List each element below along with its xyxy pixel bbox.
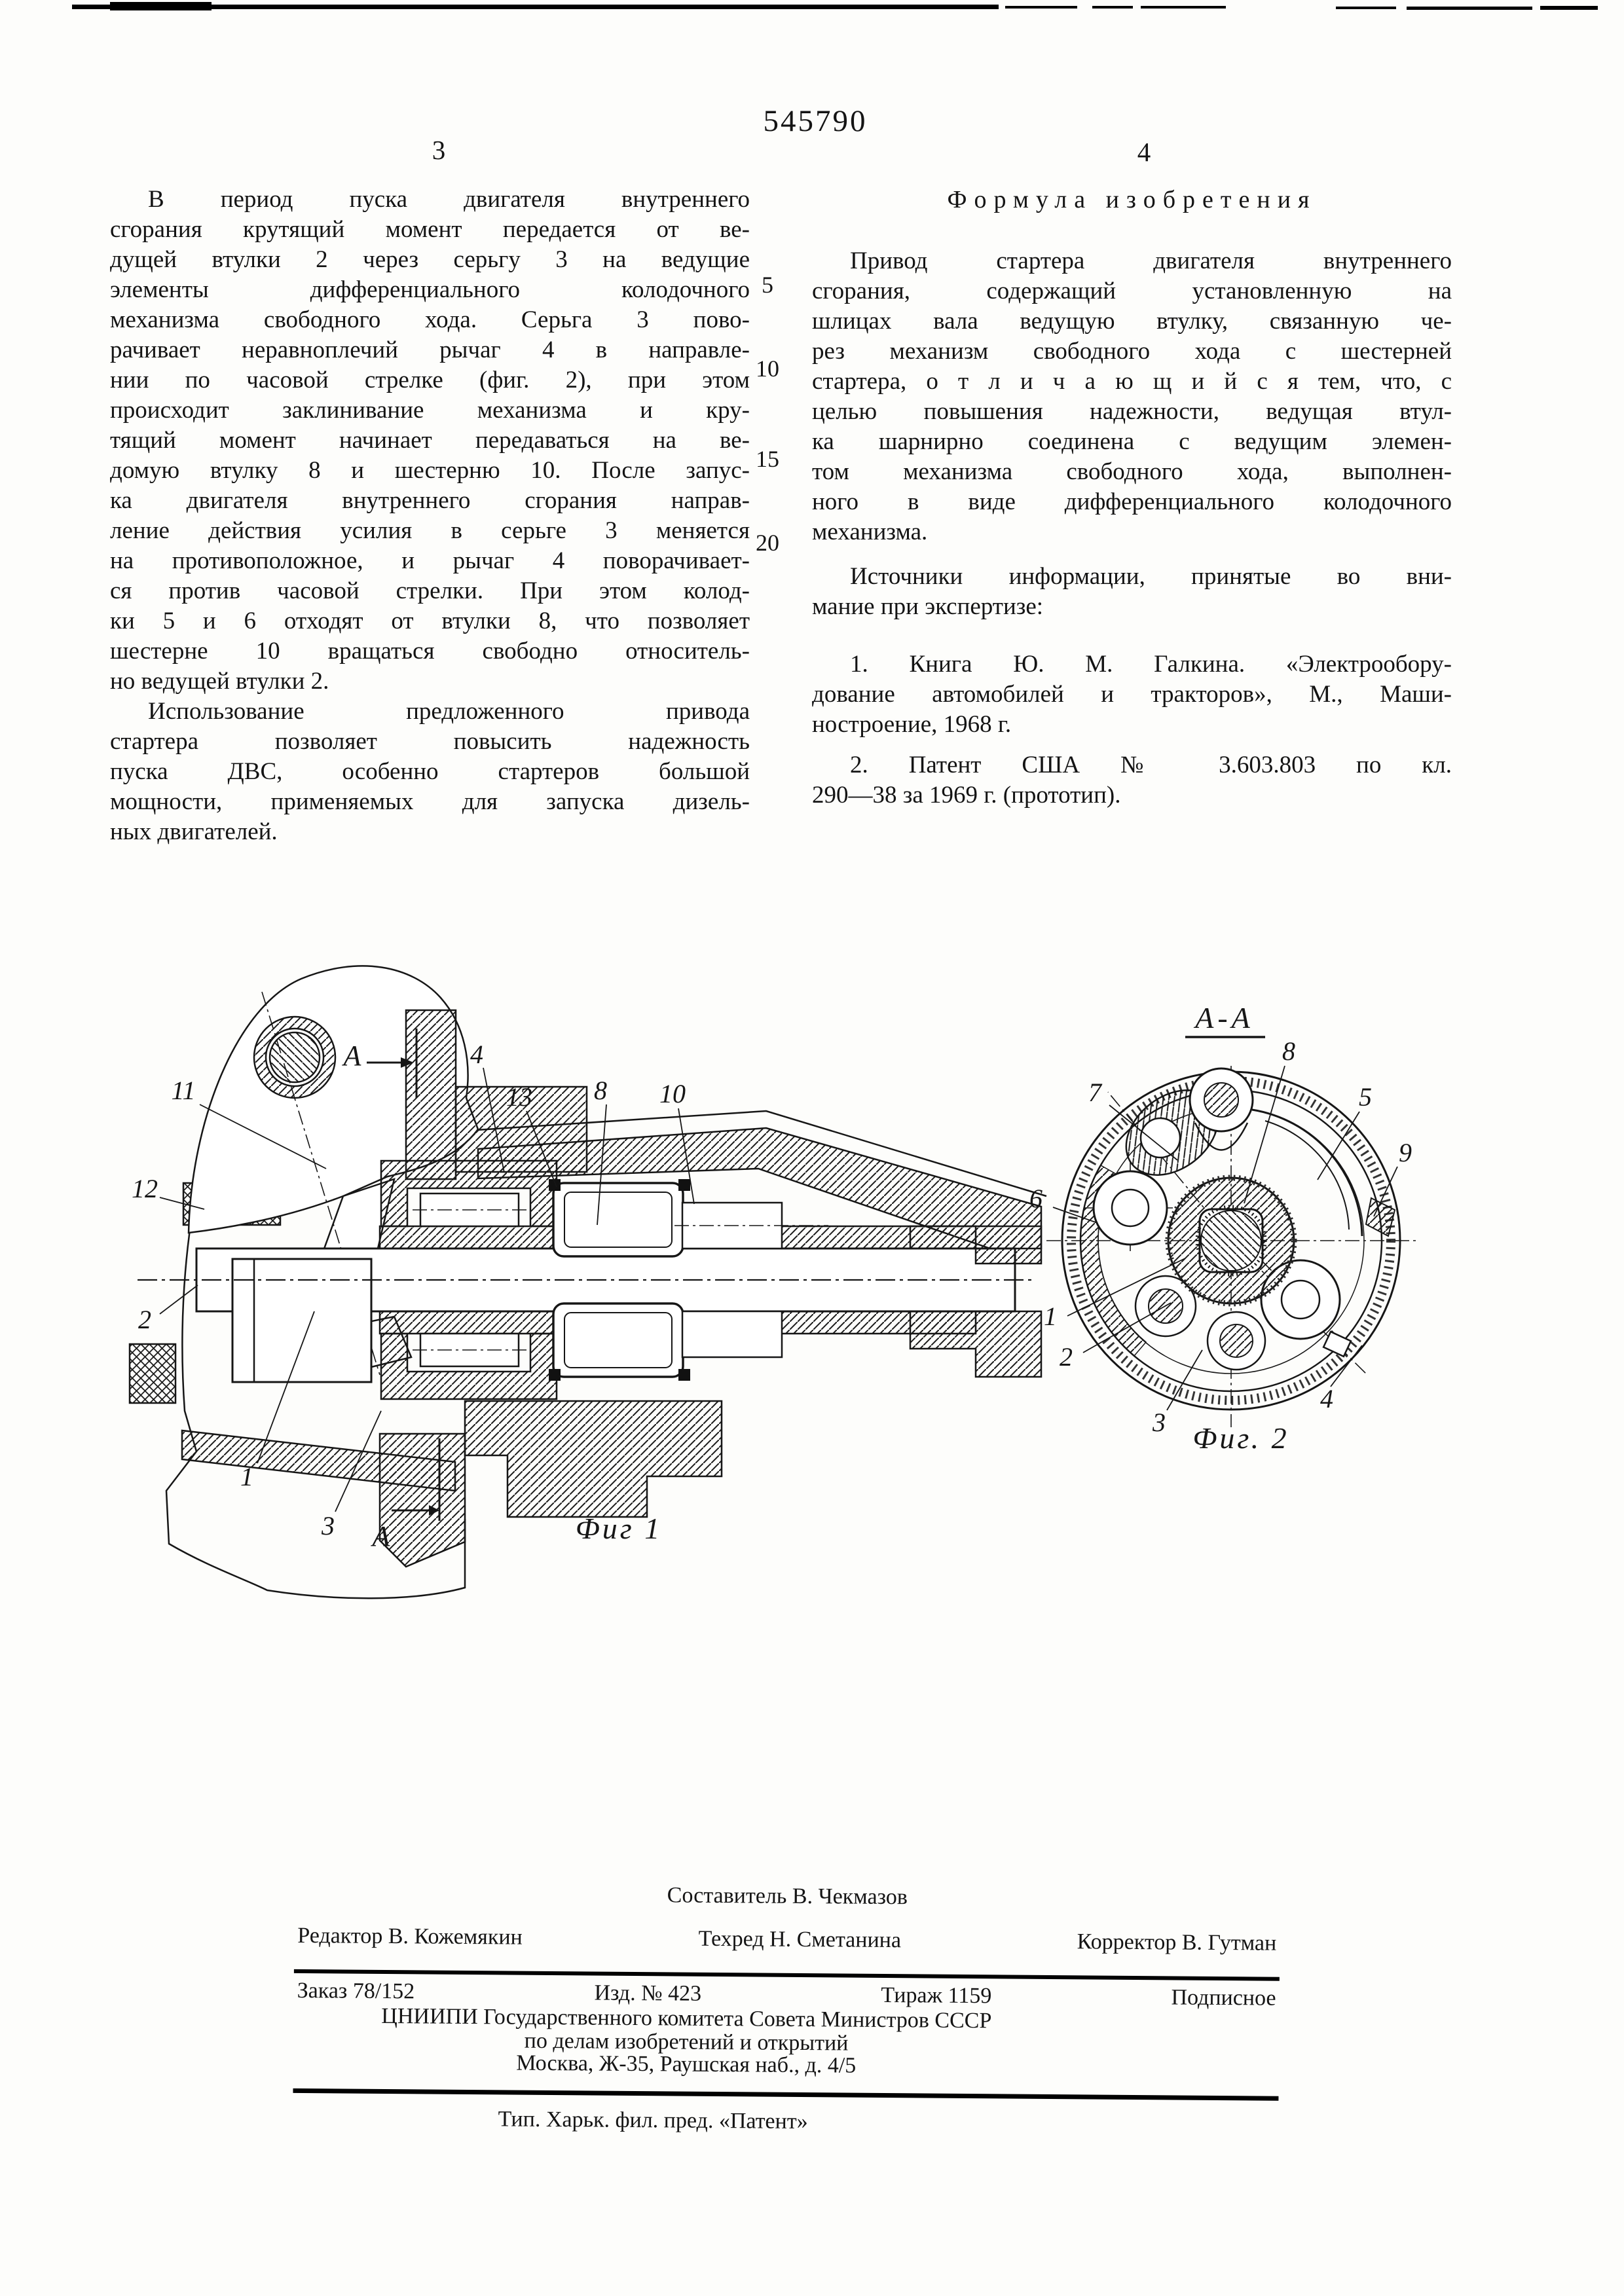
line-number-20: 20 (756, 530, 779, 556)
seal-lr (678, 1369, 690, 1381)
order-number: Заказ 78/152 (297, 1978, 415, 2004)
callout-6: 6 (1029, 1184, 1043, 1213)
claims-paragraph (812, 246, 1452, 547)
text-line: происходит заклинивание механизма и кру- (110, 397, 750, 424)
scan-edge-dash1 (1005, 6, 1077, 9)
section-boss (406, 1010, 456, 1179)
section-title: А-А (1195, 1001, 1254, 1034)
techred: Техред Н. Сметанина (698, 1926, 902, 1953)
callout-3: 3 (1153, 1408, 1166, 1437)
text-line: ся против часовой стрелки. При этом колод- (110, 577, 750, 604)
bearing-sleeve-lower (682, 1311, 782, 1357)
text-line: В период пуска двигателя внутреннего (148, 186, 750, 213)
text-line: нии по часовой стрелке (фиг. 2), при этом (110, 367, 750, 393)
text-line: на противоположное, и рычаг 4 поворачивает- (110, 547, 750, 574)
circulation: Тираж 1159 (881, 1982, 992, 2009)
mount-pad-lower (130, 1344, 175, 1403)
callout-7: 7 (1088, 1078, 1101, 1107)
figure-1-cross-section (98, 953, 1054, 1614)
figure-1-drawing (98, 953, 1054, 1614)
text-line: рез механизм свободного хода с шестерней (812, 338, 1452, 365)
line-number-5: 5 (762, 272, 773, 298)
callout-4: 4 (1320, 1384, 1333, 1413)
text-line: ки 5 и 6 отходят от втулки 8, что позволяет (110, 608, 750, 634)
pin-bottom-center-core (1220, 1324, 1253, 1357)
figure-2-drawing (969, 917, 1559, 1506)
footer-rule-2 (293, 2088, 1278, 2101)
text-line: дущей втулки 2 через серьгу 3 на ведущие (110, 246, 750, 273)
imprint-footer (0, 1878, 1624, 2134)
callout-1: 1 (1044, 1302, 1057, 1331)
roller-left-bore (1112, 1190, 1149, 1226)
compiler-line: Составитель В. Чекмазов (667, 1883, 908, 1910)
link-pin (1204, 1083, 1238, 1117)
scan-edge-blob (110, 2, 212, 10)
line-number-15: 15 (756, 446, 779, 472)
callout-11: 11 (171, 1076, 196, 1105)
callout-13: 13 (506, 1082, 532, 1112)
org-line-2: по делам изобретений и открытий (524, 2028, 849, 2056)
corrector: Корректор В. Гутман (1077, 1929, 1277, 1956)
section-label-bottom: A (372, 1520, 390, 1552)
callout-2: 2 (138, 1305, 151, 1334)
text-line: 290—38 за 1969 г. (прототип). (812, 782, 1121, 809)
line-number-10: 10 (756, 355, 779, 382)
sources-intro (812, 562, 1452, 622)
scan-edge-dash5 (1407, 7, 1532, 10)
text-line: мощности, применяемых для запуска дизель- (110, 788, 750, 815)
text-line: сгорания крутящий момент передается от ве- (110, 216, 750, 243)
scan-edge-dash6 (1540, 6, 1598, 10)
text-line: ностроение, 1968 г. (812, 711, 1012, 738)
claims-heading: Формула изобретения (947, 186, 1317, 213)
text-line: тящий момент начинает передаваться на ве- (110, 427, 750, 454)
callout-8: 8 (594, 1076, 607, 1105)
seal-ur (678, 1179, 690, 1191)
callout-3: 3 (322, 1511, 335, 1540)
scan-edge-dash4 (1336, 7, 1396, 9)
text-line: элементы дифференциального колодочного (110, 276, 750, 303)
spring-cup-lower (553, 1303, 683, 1377)
seal-ll (549, 1369, 561, 1381)
bottom-left-mass (380, 1434, 465, 1567)
bottom-housing-mass (465, 1401, 722, 1517)
reference-1 (812, 649, 1452, 740)
left-column (110, 185, 750, 847)
issue-number: Изд. № 423 (594, 1980, 702, 2006)
staff-row (297, 1923, 1276, 1956)
text-line: 1. Книга Ю. М. Галкина. «Электрообору- (850, 651, 1452, 678)
figure-1-caption: Фиг 1 (575, 1512, 663, 1545)
callout-12: 12 (132, 1174, 158, 1203)
section-label-top: A (343, 1040, 361, 1072)
text-line: но ведущей втулки 2. (110, 668, 329, 695)
org-line-1: ЦНИИПИ Государственного комитета Совета Министров СССР (381, 2003, 992, 2033)
page-number-left: 3 (432, 135, 446, 165)
right-column (812, 185, 1452, 811)
shaft-section (1201, 1211, 1261, 1271)
text-line: ного в виде дифференциального колодочного (812, 488, 1452, 515)
text-line: шлицах вала ведущую втулку, связанную че- (812, 308, 1452, 335)
figure-2-caption: Фиг. 2 (1192, 1421, 1289, 1455)
subscription: Подписное (1171, 1985, 1276, 2011)
text-line: ных двигателей. (110, 818, 278, 845)
text-line: Использование предложенного привода (148, 698, 750, 725)
text-line: мание при экспертизе: (812, 593, 1044, 620)
text-line: домую втулку 8 и шестерню 10. После запус- (110, 457, 750, 484)
text-line: целью повышения надежности, ведущая втул- (812, 398, 1452, 425)
callout-9: 9 (1399, 1138, 1412, 1167)
text-line: ка шарнирно соединена с ведущим элемен- (812, 428, 1452, 455)
text-line: стартера, о т л и ч а ю щ и й с я тем, что, с (812, 368, 1452, 395)
editor: Редактор В. Кожемякин (297, 1923, 523, 1950)
text-line: дование автомобилей и тракторов», М., Маши- (812, 681, 1452, 708)
text-line: стартера позволяет повысить надежность (110, 728, 750, 755)
scan-edge-dash3 (1141, 6, 1226, 9)
text-line: ка двигателя внутреннего сгорания направ- (110, 487, 750, 514)
page-number-right: 4 (1137, 137, 1151, 167)
callout-1: 1 (240, 1462, 253, 1491)
callout-8: 8 (1282, 1036, 1295, 1066)
callout-2: 2 (1060, 1342, 1073, 1372)
text-line: сгорания, содержащий установленную на (812, 278, 1452, 304)
org-line-3: Москва, Ж-35, Раушская наб., д. 4/5 (516, 2050, 857, 2078)
text-line: Привод стартера двигателя внутреннего (850, 247, 1452, 274)
callout-10: 10 (659, 1079, 686, 1108)
reference-2 (812, 750, 1452, 811)
text-line: механизма. (812, 519, 928, 545)
text-line: 2. Патент США № 3.603.803 по кл. (850, 752, 1452, 778)
text-line: Источники информации, принятые во вни- (850, 563, 1452, 590)
shoe-bore (1141, 1118, 1180, 1157)
text-line: ление действия усилия в серьге 3 меняется (110, 517, 750, 544)
text-line: том механизма свободного хода, выполнен- (812, 458, 1452, 485)
roller-bottom-right-bore (1282, 1281, 1320, 1319)
callout-5: 5 (1359, 1082, 1372, 1112)
text-line: пуска ДВС, особенно стартеров большой (110, 758, 750, 785)
spring-cup-upper (553, 1183, 683, 1256)
text-line: рачивает неравноплечий рычаг 4 в направле- (110, 337, 750, 363)
text-line: шестерне 10 вращаться свободно относитель- (110, 638, 750, 665)
printer-line: Тип. Харьк. фил. пред. «Патент» (498, 2107, 808, 2134)
scan-edge-dash2 (1092, 6, 1133, 9)
callout-4: 4 (470, 1040, 483, 1069)
patent-number: 545790 (763, 104, 868, 138)
text-line: механизма свободного хода. Серьга 3 пово- (110, 306, 750, 333)
figure-2-section-aa (969, 917, 1559, 1506)
